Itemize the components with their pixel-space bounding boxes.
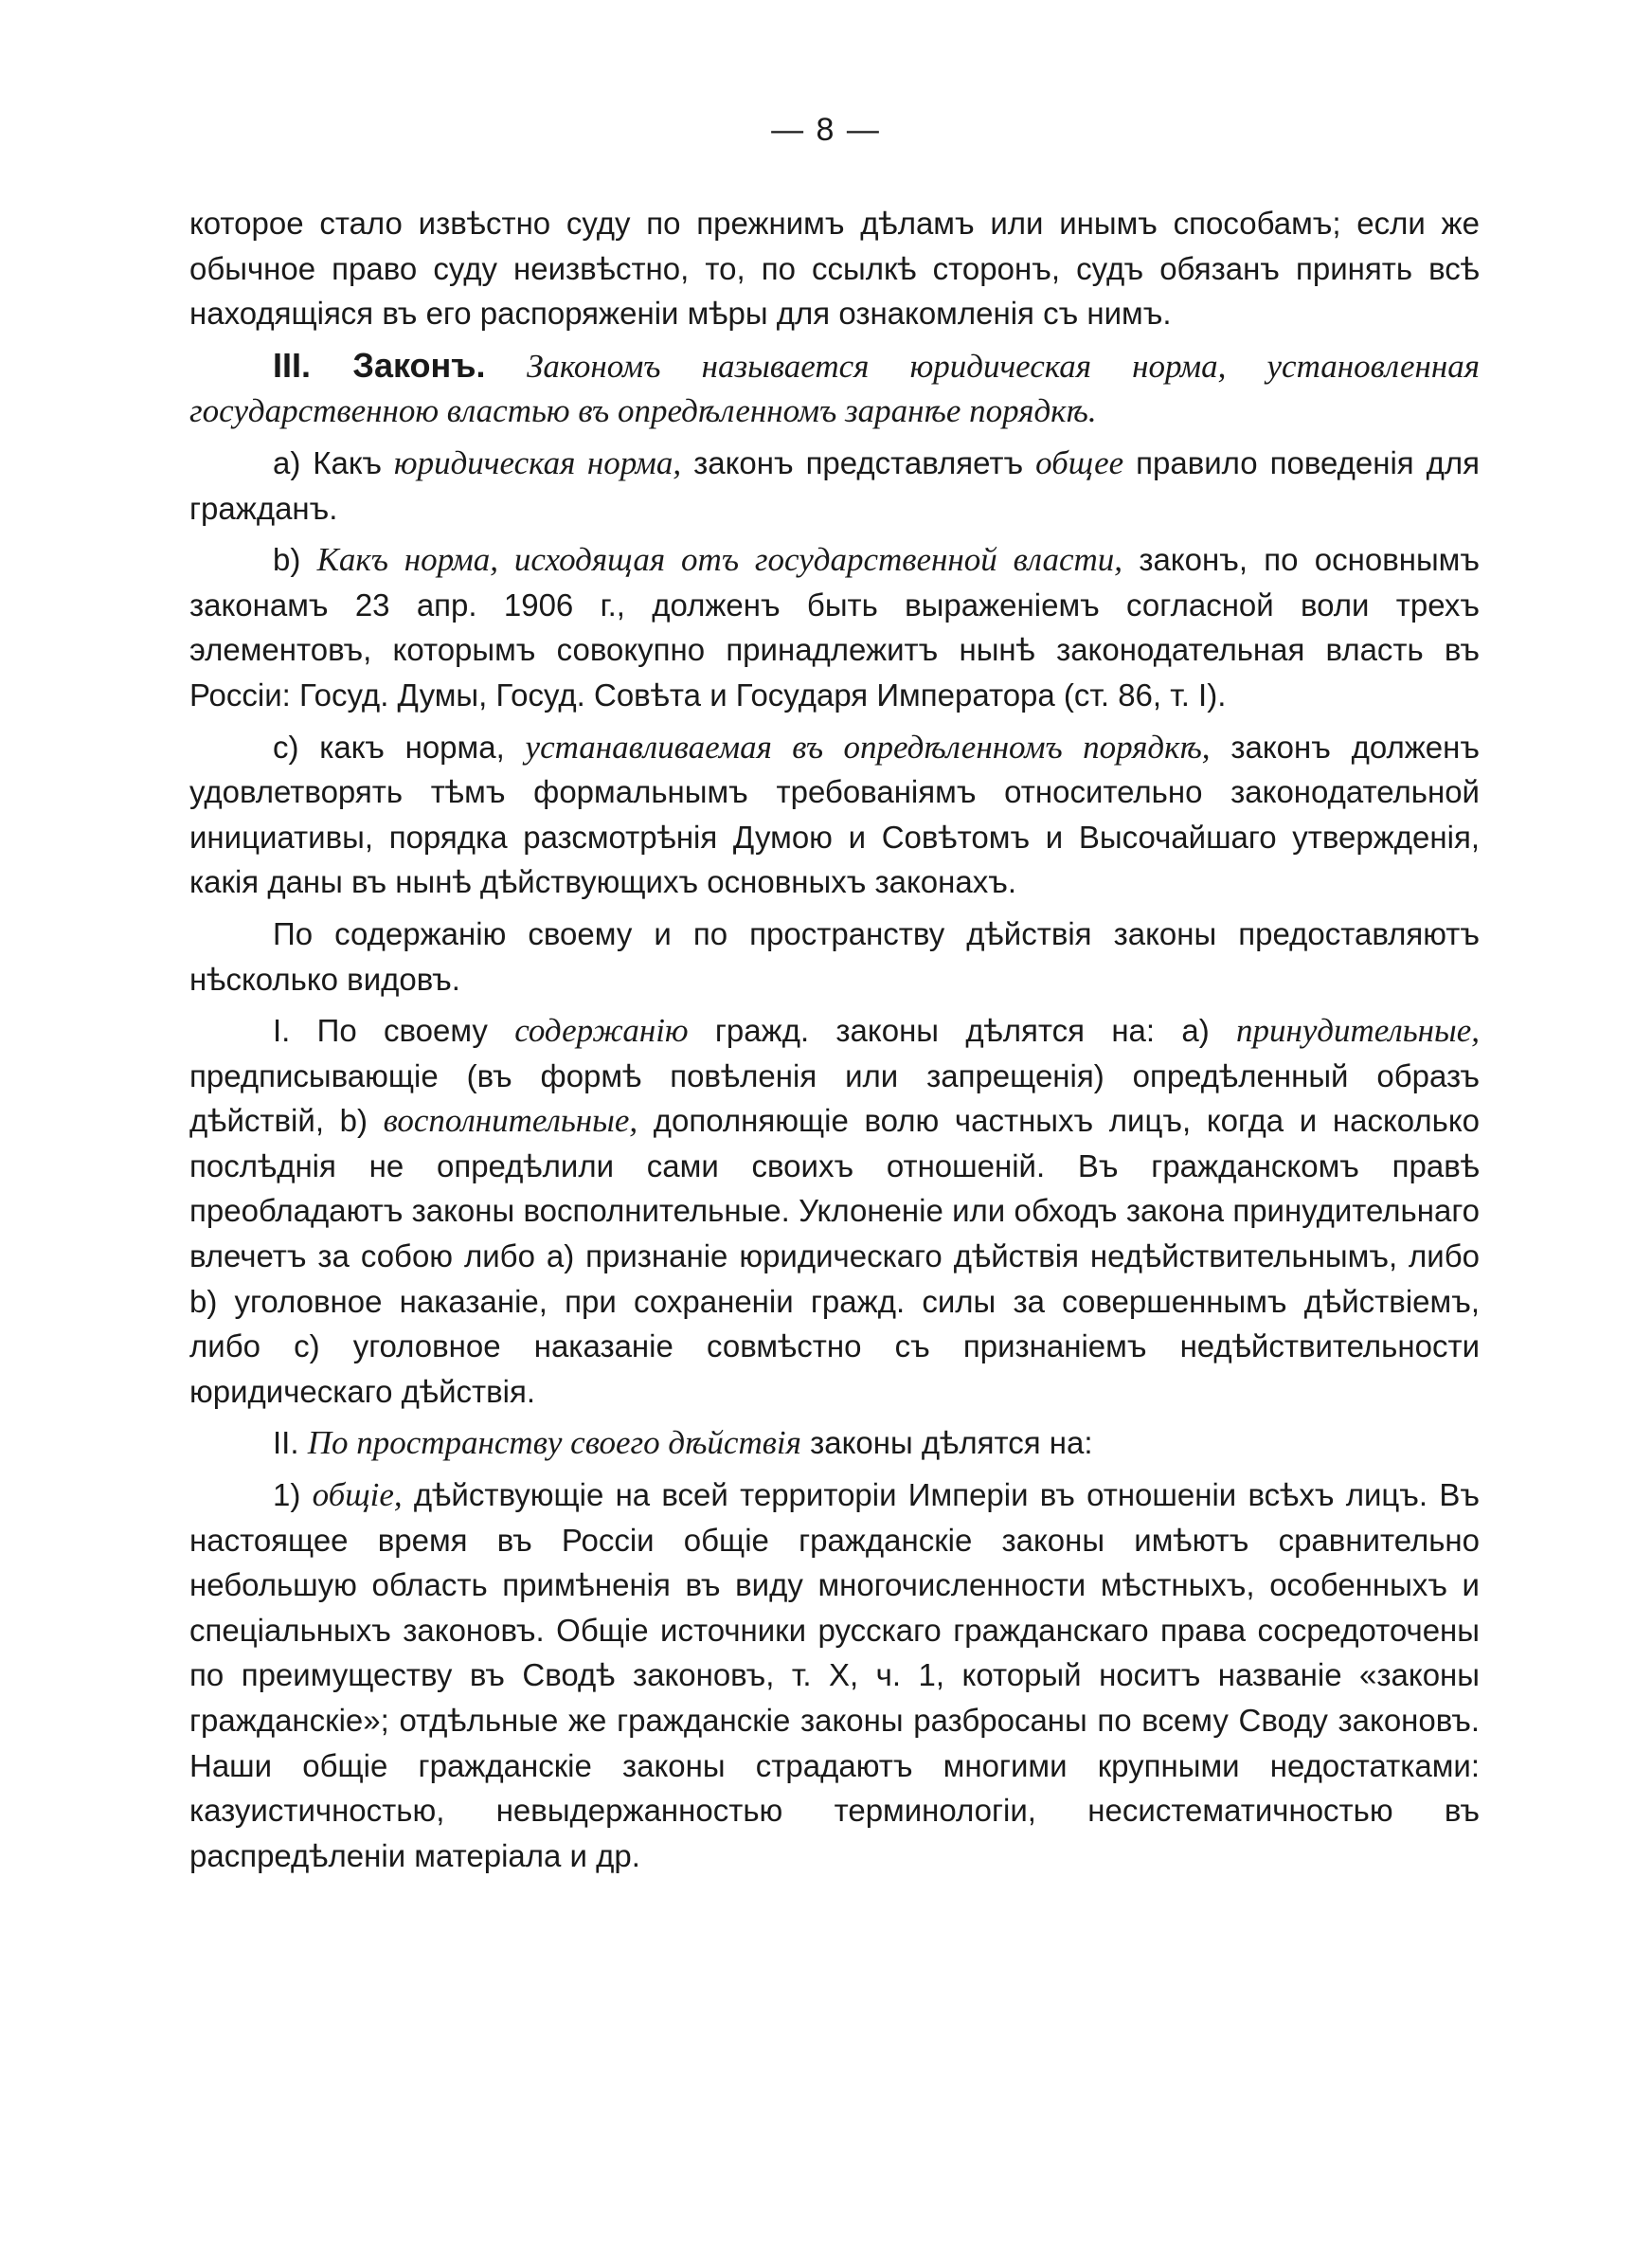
text-run: законъ, по основнымъ законамъ 23 апр. 1906 г., долженъ быть выраженіемъ согласной воли трехъ элементовъ, которымъ совокупно принадлежитъ нынѣ законодательная власть въ Россіи: Госуд. Думы, Госуд. Совѣта и Государя Императора (ст. 86, т. I). (189, 542, 1480, 713)
paragraph-content-types (189, 1008, 1480, 1414)
italic-term: принудительные, (1236, 1012, 1480, 1050)
text-run: с) какъ норма, (273, 729, 526, 765)
body-text (189, 201, 1480, 1885)
paragraph-a (189, 441, 1480, 531)
page-number: — 8 — (771, 112, 881, 148)
text-run: законъ представляетъ (681, 444, 1036, 480)
section-heading: III. Законъ. (273, 345, 486, 385)
italic-term: Какъ норма, исходящая отъ государственной власти, (316, 541, 1123, 579)
paragraph-b (189, 537, 1480, 717)
text-run: законъ долженъ удовлетворять тѣмъ формальнымъ требованіямъ относительно законодательной инициативы, порядка разсмотрѣнія Думою и Совѣтомъ и Высочайшаго утвержденія, какія даны въ нынѣ дѣйствующихъ основныхъ законахъ. (189, 729, 1481, 900)
paragraph-general-laws (189, 1472, 1480, 1878)
text-run: предписывающіе (въ формѣ повѣленія или запрещенія) опредѣленный образъ дѣйствій, b) (189, 1057, 1480, 1139)
text-run: 1) (273, 1477, 313, 1513)
text-run: дѣйствующіе на всей территоріи Имперіи въ отношеніи всѣхъ лицъ. Въ настоящее время въ Россіи общіе гражданскіе законы имѣютъ сравнительно небольшую область примѣненія въ виду многочисленности мѣстныхъ, особенныхъ и спеціальныхъ законовъ. Общіе источники русскаго гражданскаго права сосредоточены по преимуществу въ Сводѣ законовъ, т. X, ч. 1, который носитъ названіе «законы гражданскіе»; отдѣльные же гражданскіе законы разбросаны по всему Своду законовъ. Наши общіе гражданскіе законы страдаютъ многими крупными недостатками: казуистичностью, невыдержанностью терминологіи, несистематичностью въ распредѣленіи матеріала и др. (189, 1477, 1480, 1873)
text-run: I. По своему (273, 1013, 515, 1049)
paragraph-types-intro (189, 912, 1480, 1002)
paragraph-continuation (189, 201, 1480, 336)
text-run: II. (273, 1425, 308, 1461)
text-run (486, 349, 528, 384)
text-run: дополняющіе волю частныхъ лицъ, когда и насколько послѣднія не опредѣлили сами своихъ отношеній. Въ гражданскомъ правѣ преобладаютъ законы восполнительные. Уклоненіе или обходъ закона принудительнаго влечетъ за собою либо а) признаніе юридическаго дѣйствія недѣйствительнымъ, либо b) уголовное наказаніе, при сохраненіи гражд. силы за совершеннымъ дѣйствіемъ, либо с) уголовное наказаніе совмѣстно съ признаніемъ недѣйствительности юридическаго дѣйствія. (189, 1103, 1480, 1409)
text-run: законы дѣлятся на: (800, 1425, 1093, 1461)
italic-term: содержанію (514, 1012, 689, 1050)
paragraph-law-definition (189, 343, 1480, 434)
italic-term: общіе, (312, 1476, 403, 1514)
italic-term: По пространству своего дѣйствія (307, 1424, 801, 1462)
italic-term: восполнительные, (383, 1102, 638, 1140)
italic-term: общее (1035, 443, 1124, 481)
text-run: которое стало извѣстно суду по прежнимъ дѣламъ или инымъ способамъ; если же обычное право суду неизвѣстно, то, по ссылкѣ сторонъ, судъ обязанъ принять всѣ находящіяся въ его распоряженіи мѣры для ознакомленія съ нимъ. (189, 206, 1480, 332)
text-run: По содержанію своему и по пространству дѣйствія законы предоставляютъ нѣсколько видовъ. (189, 915, 1480, 997)
text-run: а) Какъ (273, 444, 394, 480)
italic-definition: Закономъ называется юридическая норма, установленная государственною властью въ опредѣленномъ заранѣе порядкѣ. (189, 347, 1481, 430)
paragraph-space-types (189, 1420, 1480, 1466)
italic-term: устанавливаемая въ опредѣленномъ порядкѣ, (525, 728, 1211, 766)
text-run: b) (273, 542, 317, 578)
text-run: правило поведенія для гражданъ. (189, 444, 1480, 526)
italic-term: юридическая норма, (393, 443, 682, 481)
text-run: гражд. законы дѣлятся на: а) (688, 1013, 1237, 1049)
paragraph-c (189, 725, 1480, 905)
